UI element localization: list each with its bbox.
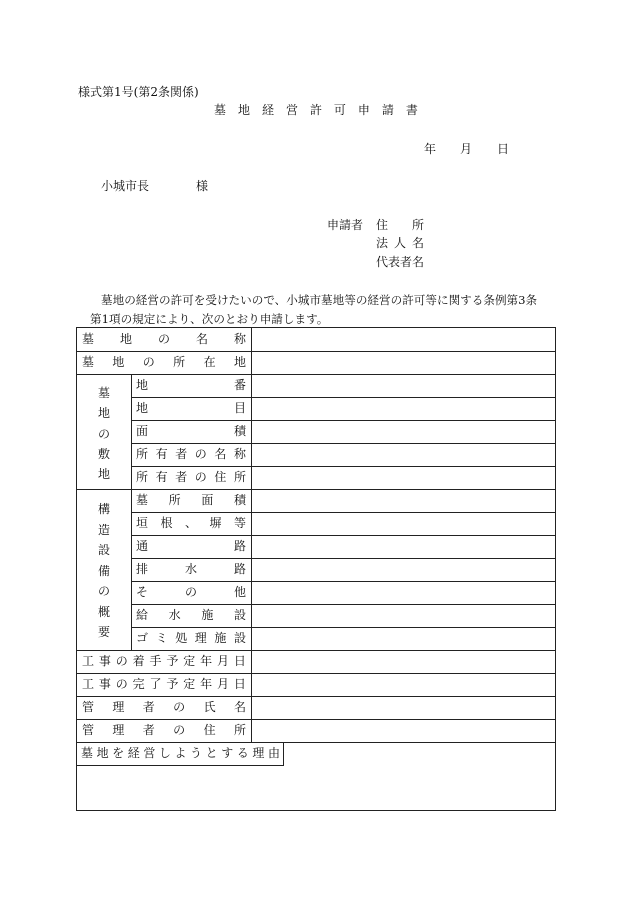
field-cemetery-name[interactable] bbox=[252, 328, 555, 351]
facility-item-plot-area: 墓 所 面 積 bbox=[136, 493, 246, 507]
application-table bbox=[76, 327, 556, 811]
field-area[interactable] bbox=[252, 421, 555, 443]
field-land-category[interactable] bbox=[252, 398, 555, 420]
form-number: 様式第1号(第2条関係) bbox=[78, 85, 199, 99]
addressee-name: 小城市長 bbox=[101, 179, 150, 193]
date-year-label: 年 bbox=[424, 142, 437, 156]
date-day-label: 日 bbox=[497, 142, 510, 156]
field-manager-name[interactable] bbox=[252, 697, 555, 719]
row-label-construction-end: 工 事 の 完 了 予 定 年 月 日 bbox=[82, 677, 246, 691]
field-construction-end[interactable] bbox=[252, 674, 555, 696]
row-label-manager-name: 管 理 者 の 氏 名 bbox=[82, 700, 246, 714]
date-month-label: 月 bbox=[460, 142, 473, 156]
field-owner-name[interactable] bbox=[252, 444, 555, 466]
facility-item-fences: 垣 根 、 塀 等 bbox=[136, 516, 246, 530]
addressee-honorific: 様 bbox=[196, 179, 209, 193]
field-fences[interactable] bbox=[252, 513, 555, 535]
field-lot-number[interactable] bbox=[252, 375, 555, 397]
row-label-construction-start: 工 事 の 着 手 予 定 年 月 日 bbox=[82, 654, 246, 668]
site-item-area: 面 積 bbox=[136, 424, 246, 438]
facility-item-water-supply: 給 水 施 設 bbox=[136, 608, 246, 622]
site-item-owner-address: 所 有 者 の 住 所 bbox=[136, 470, 246, 484]
page-title: 墓 地 経 営 許 可 申 請 書 bbox=[214, 103, 418, 117]
field-cemetery-location[interactable] bbox=[252, 352, 555, 374]
row-label-manager-address: 管 理 者 の 住 所 bbox=[82, 723, 246, 737]
facility-item-other: そ の 他 bbox=[136, 585, 246, 599]
row-label-cemetery-location: 墓 地 の 所 在 地 bbox=[82, 355, 246, 369]
body-text-line2: 第1項の規定により、次のとおり申請します。 bbox=[90, 312, 329, 326]
field-paths[interactable] bbox=[252, 536, 555, 558]
facility-item-waste-disposal: ゴ ミ 処 理 施 設 bbox=[136, 631, 246, 645]
field-manager-address[interactable] bbox=[252, 720, 555, 742]
field-reason[interactable] bbox=[77, 766, 555, 810]
site-item-lot-number: 地 番 bbox=[136, 378, 246, 392]
field-other[interactable] bbox=[252, 582, 555, 604]
applicant-address-label: 住 所 bbox=[376, 218, 425, 232]
field-construction-start[interactable] bbox=[252, 651, 555, 673]
field-drainage[interactable] bbox=[252, 559, 555, 581]
row-label-cemetery-name: 墓 地 の 名 称 bbox=[82, 332, 246, 346]
applicant-label: 申請者 bbox=[327, 218, 364, 232]
applicant-representative-label: 代表者名 bbox=[376, 255, 425, 269]
field-water-supply[interactable] bbox=[252, 605, 555, 627]
applicant-corp-name-label: 法 人 名 bbox=[376, 236, 424, 250]
field-waste-disposal[interactable] bbox=[252, 628, 555, 650]
row-label-reason: 墓 地 を 経 営 し よ う と す る 理 由 bbox=[81, 746, 280, 760]
facility-item-drainage: 排 水 路 bbox=[136, 562, 246, 576]
group-label-facility-overview: 構 造 設 備 の 概 要 bbox=[97, 502, 110, 639]
group-label-cemetery-site: 墓 地 の 敷 地 bbox=[97, 386, 110, 481]
facility-item-paths: 通 路 bbox=[136, 539, 246, 553]
field-owner-address[interactable] bbox=[252, 467, 555, 489]
site-item-owner-name: 所 有 者 の 名 称 bbox=[136, 447, 246, 461]
body-text-line1: 墓地の経営の許可を受けたいので、小城市墓地等の経営の許可等に関する条例第3条 bbox=[101, 293, 538, 307]
field-plot-area[interactable] bbox=[252, 490, 555, 512]
site-item-land-category: 地 目 bbox=[136, 401, 246, 415]
